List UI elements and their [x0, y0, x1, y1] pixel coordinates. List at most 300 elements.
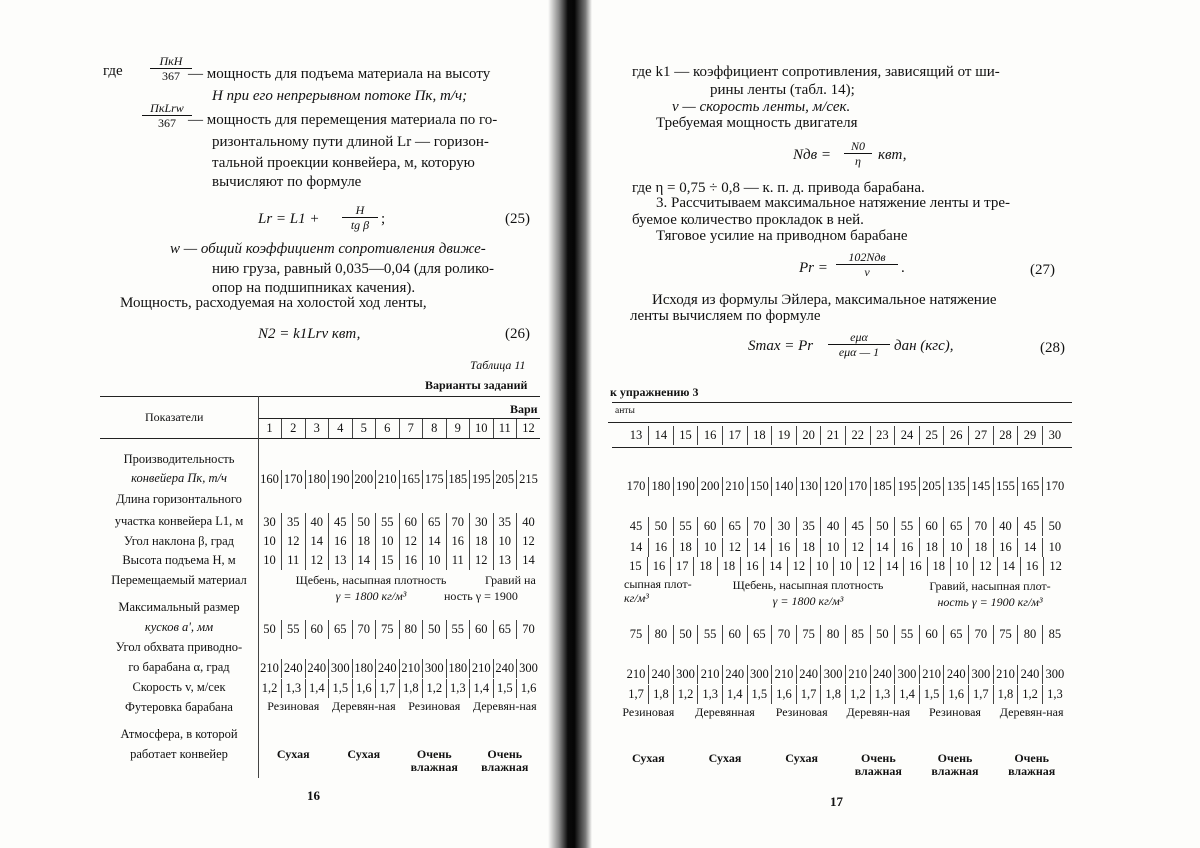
text-line: где k1 — коэффициент сопротивления, зависящий от ши-	[632, 64, 1000, 80]
table-cell: 185	[870, 477, 895, 496]
row-height	[624, 557, 1067, 576]
table-cell: 65	[423, 513, 447, 532]
table-cell: 80	[649, 625, 674, 644]
variant-number: 9	[446, 419, 470, 438]
table-cell: 1,2	[423, 679, 447, 698]
equation-27: Pr =	[799, 260, 828, 276]
material-crushed-stone-density: γ = 1800 кг/м³	[335, 589, 407, 603]
variant-number: 19	[772, 426, 797, 445]
row-length	[258, 513, 540, 532]
text-line: нию груза, равный 0,035—0,04 (для ролико-	[212, 261, 495, 277]
table-cell: 1,7	[628, 687, 644, 701]
text-line: H при его непрерывном потоке Пк, т/ч;	[212, 88, 468, 104]
material-density-cont: сыпная плот-	[624, 577, 692, 591]
table-cell: 12	[399, 532, 423, 551]
lining-cell: Деревянная	[695, 705, 755, 719]
table-cell: 16	[329, 532, 353, 551]
table-cell: 50	[263, 622, 276, 636]
table-col-group: анты	[615, 406, 635, 416]
equation-26-number: (26)	[505, 326, 530, 342]
row-label: Высота подъема H, м	[122, 553, 236, 567]
variant-number: 5	[352, 419, 376, 438]
variant-number: 8	[423, 419, 447, 438]
table-cell: 1,3	[870, 685, 895, 704]
table-cell: 16	[647, 557, 670, 576]
table-cell: 300	[895, 665, 920, 684]
equation-28: Smax = Pr	[748, 338, 814, 354]
table-cell: 1,3	[698, 685, 723, 704]
variant-number: 17	[722, 426, 747, 445]
row-label: Длина горизонтального	[116, 492, 242, 506]
fraction-h-tgb	[342, 203, 378, 232]
table-cell: 170	[845, 477, 870, 496]
atmosphere-cell: Сухая	[708, 751, 742, 765]
table-cell: 240	[722, 665, 747, 684]
table-cell: 12	[857, 557, 880, 576]
table-cell: 18	[969, 538, 994, 557]
table-cell: 12	[845, 538, 870, 557]
table-cell: 55	[282, 620, 306, 639]
page-left	[0, 0, 560, 848]
table-cell: 50	[1042, 517, 1067, 536]
lining-cell: Деревян-ная	[472, 699, 537, 713]
fraction-lift-power	[150, 54, 192, 83]
table-cell: 190	[329, 470, 353, 489]
text-line: рины ленты (табл. 14);	[710, 82, 855, 98]
table-cell: 65	[493, 620, 517, 639]
table-cell: 70	[969, 625, 994, 644]
table-cell: 240	[796, 665, 821, 684]
variant-number: 4	[329, 419, 353, 438]
table-cell: 1,5	[919, 685, 944, 704]
equation-27-dot: .	[901, 260, 905, 276]
variant-number: 11	[493, 419, 517, 438]
table-rule-stub	[258, 396, 259, 778]
fraction-n0-eta	[844, 139, 872, 168]
table-cell: 55	[895, 625, 920, 644]
table-cell: 210	[260, 661, 279, 675]
table-cell: 1,7	[376, 679, 400, 698]
table-cell: 300	[423, 659, 447, 678]
variant-number: 10	[470, 419, 494, 438]
table-cell: 16	[904, 557, 927, 576]
fraction-numerator: ПкLrw	[142, 101, 192, 116]
table-cell: 210	[919, 665, 944, 684]
table-cell: 35	[282, 513, 306, 532]
table-subtitle: Варианты заданий	[425, 378, 528, 392]
fraction-pv	[836, 250, 898, 279]
lining-cell: Деревян-ная	[846, 705, 911, 719]
table-cell: 16	[772, 538, 797, 557]
table-cell: 10	[944, 538, 969, 557]
table-cell: 1,3	[1042, 685, 1067, 704]
text-line: ленты вычисляем по формуле	[630, 308, 821, 324]
fraction-denominator: eμα — 1	[838, 345, 880, 359]
material-gravel: Гравий, насыпная плот-	[929, 579, 1051, 593]
table-cell: 10	[1042, 538, 1067, 557]
table-cell: 50	[423, 620, 447, 639]
row-label: Атмосфера, в которой	[120, 727, 238, 741]
table-cell: 14	[747, 538, 772, 557]
variant-number: 24	[895, 426, 920, 445]
table-cell: 10	[263, 534, 276, 548]
table-cell: 300	[673, 665, 698, 684]
table-cell: 165	[1018, 477, 1043, 496]
table-cell: 210	[698, 665, 723, 684]
table-cell: 16	[993, 538, 1018, 557]
table-cell: 240	[1018, 665, 1043, 684]
equation-ndv-unit: квт,	[878, 147, 907, 163]
material-crushed-stone: Щебень, насыпная плотность	[295, 573, 447, 587]
table-cell: 18	[927, 557, 950, 576]
table-cell: 1,2	[845, 685, 870, 704]
row-lump-size	[624, 625, 1067, 644]
table-cell: 210	[772, 665, 797, 684]
row-label: Производительность	[123, 452, 235, 466]
text-line: Мощность, расходуемая на холостой ход ленты,	[120, 295, 427, 311]
table-cell: 12	[722, 538, 747, 557]
table-cell: 55	[698, 625, 723, 644]
table-cell: 180	[649, 477, 674, 496]
fraction-numerator: N0	[844, 139, 872, 154]
variant-number: 26	[944, 426, 969, 445]
atmosphere-cell: Очень влажная	[410, 747, 458, 774]
table-cell: 1,6	[517, 679, 541, 698]
variant-number: 16	[698, 426, 723, 445]
text-line: Исходя из формулы Эйлера, максимальное натяжение	[652, 292, 997, 308]
variant-number: 23	[870, 426, 895, 445]
table-col-group: Вари	[510, 402, 538, 416]
table-cell: 1,5	[493, 679, 517, 698]
variant-number: 2	[282, 419, 306, 438]
table-cell: 45	[845, 517, 870, 536]
table-rule-header	[100, 438, 540, 439]
table-cell: 12	[974, 557, 997, 576]
variant-number: 22	[845, 426, 870, 445]
table-cell: 14	[870, 538, 895, 557]
variant-number: 12	[517, 419, 541, 438]
variant-number: 25	[919, 426, 944, 445]
table-cell: 210	[470, 659, 494, 678]
material-gravel-density: ность γ = 1900 кг/м³	[937, 595, 1043, 609]
table-cell: 1,4	[470, 679, 494, 698]
table-cell: 18	[919, 538, 944, 557]
row-label: кусков a', мм	[144, 620, 214, 634]
variant-number: 15	[673, 426, 698, 445]
table-cell: 14	[352, 551, 376, 570]
table-cell: 16	[446, 532, 470, 551]
table-cell: 70	[969, 517, 994, 536]
text-line: — мощность для перемещения материала по го-	[188, 112, 498, 128]
table-cell: 14	[517, 551, 541, 570]
table-cell: 1,3	[282, 679, 306, 698]
table-cell: 300	[1042, 665, 1067, 684]
table-cell: 13	[329, 551, 353, 570]
table-cell: 30	[263, 515, 276, 529]
table-cell: 215	[517, 470, 541, 489]
table-cell: 170	[1042, 477, 1067, 496]
row-label: конвейера Пк, т/ч	[131, 471, 227, 485]
material-density-cont-unit: кг/м³	[624, 591, 649, 605]
text-line: 3. Рассчитываем максимальное натяжение ленты и тре-	[656, 195, 1010, 211]
table-rule-top	[612, 402, 1072, 403]
table-cell: 30	[772, 517, 797, 536]
table-cell: 12	[470, 551, 494, 570]
table-cell: 14	[1018, 538, 1043, 557]
table-cell: 175	[423, 470, 447, 489]
table-cell: 50	[870, 517, 895, 536]
table-cell: 170	[626, 479, 646, 493]
row-label: го барабана α, град	[128, 660, 230, 674]
fraction-euler	[828, 330, 890, 359]
table-cell: 70	[747, 517, 772, 536]
lining-cell: Деревян-ная	[999, 705, 1064, 719]
row-length	[624, 517, 1067, 536]
table-cell: 35	[796, 517, 821, 536]
table-cell: 65	[944, 517, 969, 536]
row-label: Скорость v, м/сек	[132, 680, 226, 694]
table-cell: 30	[470, 513, 494, 532]
table-cell: 240	[305, 659, 329, 678]
table-cell: 16	[649, 538, 674, 557]
table-cell: 210	[399, 659, 423, 678]
table-rule-header	[612, 447, 1072, 448]
variant-number: 7	[399, 419, 423, 438]
text-line: где η = 0,75 ÷ 0,8 — к. п. д. привода барабана.	[632, 180, 925, 196]
table-cell: 70	[352, 620, 376, 639]
table-cell: 80	[1018, 625, 1043, 644]
page-number: 17	[830, 794, 843, 809]
table-cell: 65	[722, 517, 747, 536]
table-cell: 1,8	[993, 685, 1018, 704]
table-cell: 45	[1018, 517, 1043, 536]
table-cell: 14	[423, 532, 447, 551]
equation-26: N2 = k1Lrv квт,	[258, 326, 361, 342]
table-cell: 40	[305, 513, 329, 532]
table-cell: 60	[919, 625, 944, 644]
material-gravel-density: ность γ = 1900	[444, 589, 518, 603]
table-cell: 205	[919, 477, 944, 496]
table-cell: 70	[446, 513, 470, 532]
table-cell: 40	[821, 517, 846, 536]
text-line: w — общий коэффициент сопротивления движе-	[170, 241, 486, 257]
variants-header-row	[258, 419, 540, 438]
table-cell: 12	[517, 532, 541, 551]
table-cell: 35	[493, 513, 517, 532]
variant-number: 13	[629, 428, 643, 442]
row-angle	[624, 538, 1067, 557]
variant-number: 28	[993, 426, 1018, 445]
table-cell: 195	[470, 470, 494, 489]
table-cell: 135	[944, 477, 969, 496]
table-cell: 150	[747, 477, 772, 496]
table-cell: 50	[673, 625, 698, 644]
table-cell: 16	[895, 538, 920, 557]
row-productivity	[624, 477, 1067, 496]
fraction-numerator: H	[342, 203, 378, 218]
table-cell: 180	[305, 470, 329, 489]
table-cell: 300	[517, 659, 541, 678]
table-cell: 50	[352, 513, 376, 532]
text-line: — мощность для подъема материала на высоту	[188, 66, 491, 82]
table-cell: 18	[694, 557, 717, 576]
table-title: Таблица 11	[470, 358, 526, 372]
equation-25-semicolon: ;	[381, 211, 386, 227]
page-number: 16	[307, 788, 320, 803]
fraction-denominator: η	[855, 154, 861, 168]
table-cell: 240	[649, 665, 674, 684]
table-rule-top	[100, 396, 540, 397]
lining-cell: Резиновая	[775, 705, 828, 719]
table-cell: 65	[944, 625, 969, 644]
equation-27-number: (27)	[1030, 262, 1055, 278]
table-cell: 10	[423, 551, 447, 570]
table-cell: 80	[399, 620, 423, 639]
atmosphere-cell: Сухая	[347, 747, 381, 761]
table-cell: 11	[282, 551, 306, 570]
atmosphere-cell: Сухая	[631, 751, 665, 765]
table-cell: 16	[741, 557, 764, 576]
variant-number: 14	[649, 426, 674, 445]
text-line: опор на подшипниках качения).	[212, 280, 416, 296]
variant-number: 18	[747, 426, 772, 445]
atmosphere-cell: Сухая	[276, 747, 310, 761]
table-cell: 1,6	[352, 679, 376, 698]
atmosphere-cell: Очень влажная	[931, 751, 979, 778]
table-cell: 12	[1044, 557, 1067, 576]
variant-number: 20	[796, 426, 821, 445]
table-cell: 1,4	[305, 679, 329, 698]
table-cell: 14	[764, 557, 787, 576]
table-cell: 1,7	[969, 685, 994, 704]
table-cell: 85	[1042, 625, 1067, 644]
table-cell: 45	[329, 513, 353, 532]
table-cell: 18	[717, 557, 740, 576]
gde-label: где	[103, 63, 123, 79]
table-cell: 1,2	[673, 685, 698, 704]
table-cell: 165	[399, 470, 423, 489]
table-cell: 1,7	[796, 685, 821, 704]
row-height	[258, 551, 540, 570]
material-crushed-stone: Щебень, насыпная плотность	[732, 578, 884, 592]
table-cell: 160	[260, 472, 279, 486]
table-cell: 1,8	[399, 679, 423, 698]
table-cell: 210	[993, 665, 1018, 684]
table-cell: 10	[698, 538, 723, 557]
table-cell: 240	[493, 659, 517, 678]
table-cell: 50	[649, 517, 674, 536]
table-cell: 75	[796, 625, 821, 644]
table-cell: 195	[895, 477, 920, 496]
table-cell: 200	[352, 470, 376, 489]
fraction-numerator: eμα	[828, 330, 890, 345]
table-cell: 155	[993, 477, 1018, 496]
table-cell: 18	[673, 538, 698, 557]
table-cell: 10	[376, 532, 400, 551]
fraction-move-power	[142, 101, 192, 130]
table-cell: 14	[629, 540, 643, 554]
text-line: ризонтальному пути длиной Lr — горизон-	[212, 134, 489, 150]
table-cell: 55	[673, 517, 698, 536]
text-line: тальной проекции конвейера, м, которую	[212, 155, 475, 171]
table-cell: 240	[282, 659, 306, 678]
table-cell: 45	[629, 519, 643, 533]
table-cell: 14	[880, 557, 903, 576]
table-rule-group	[608, 422, 1072, 423]
table-cell: 205	[493, 470, 517, 489]
table-cell: 75	[376, 620, 400, 639]
variant-number: 27	[969, 426, 994, 445]
table-cell: 16	[399, 551, 423, 570]
equation-25: Lr = L1 +	[258, 211, 320, 227]
table-cell: 10	[834, 557, 857, 576]
table-caption: к упражнению 3	[610, 385, 699, 399]
row-wrap-angle	[258, 659, 540, 678]
table-cell: 190	[673, 477, 698, 496]
table-cell: 210	[845, 665, 870, 684]
table-cell: 60	[470, 620, 494, 639]
book-gutter	[548, 0, 592, 848]
table-cell: 60	[722, 625, 747, 644]
table-cell: 75	[993, 625, 1018, 644]
table-cell: 300	[329, 659, 353, 678]
variants-header-row	[624, 426, 1067, 445]
table-cell: 1,2	[261, 681, 278, 695]
table-cell: 240	[376, 659, 400, 678]
table-cell: 210	[722, 477, 747, 496]
table-cell: 185	[446, 470, 470, 489]
table-cell: 240	[870, 665, 895, 684]
row-label: работает конвейер	[130, 747, 228, 761]
table-cell: 1,5	[329, 679, 353, 698]
row-speed	[624, 685, 1067, 704]
table-cell: 180	[446, 659, 470, 678]
table-cell: 55	[446, 620, 470, 639]
table-cell: 1,5	[747, 685, 772, 704]
table-cell: 10	[821, 538, 846, 557]
table-cell: 65	[329, 620, 353, 639]
fraction-denominator: 367	[158, 116, 176, 130]
table-cell: 1,2	[1018, 685, 1043, 704]
table-cell: 300	[821, 665, 846, 684]
lining-cell: Деревян-ная	[331, 699, 396, 713]
row-label: Угол наклона β, град	[123, 534, 235, 548]
lining-cell: Резиновая	[929, 705, 981, 719]
variant-number: 1	[266, 421, 273, 435]
table-cell: 12	[787, 557, 810, 576]
text-line: вычисляют по формуле	[212, 174, 362, 190]
fraction-numerator: 102Nдв	[836, 250, 898, 265]
table-cell: 16	[1020, 557, 1043, 576]
table-cell: 300	[747, 665, 772, 684]
equation-ndv: Nдв =	[793, 147, 831, 163]
table-cell: 12	[282, 532, 306, 551]
material-crushed-stone-density: γ = 1800 кг/м³	[772, 594, 844, 608]
table-cell: 1,8	[821, 685, 846, 704]
table-cell: 240	[944, 665, 969, 684]
table-col-header: Показатели	[145, 410, 204, 424]
table-cell: 12	[305, 551, 329, 570]
table-cell: 130	[796, 477, 821, 496]
table-cell: 1,6	[944, 685, 969, 704]
table-cell: 300	[969, 665, 994, 684]
table-cell: 200	[698, 477, 723, 496]
table-cell: 170	[282, 470, 306, 489]
table-cell: 60	[305, 620, 329, 639]
text-line: Тяговое усилие на приводном барабане	[656, 228, 908, 244]
material-gravel: Гравий на	[485, 573, 536, 587]
page-right	[590, 0, 1200, 848]
